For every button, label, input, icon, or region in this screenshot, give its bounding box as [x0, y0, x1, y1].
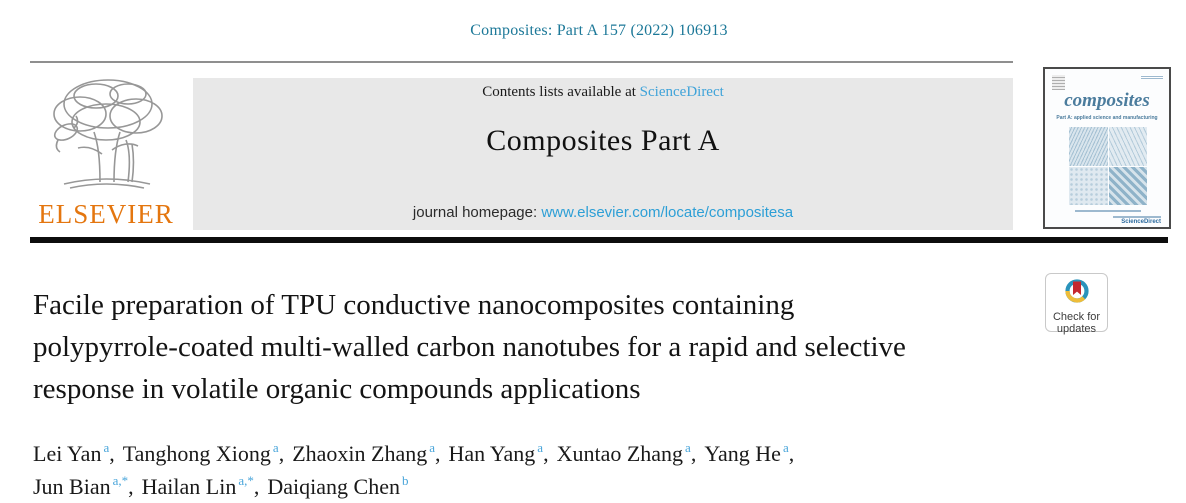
author-separator: , — [690, 441, 697, 466]
header-bottom-rule — [30, 237, 1168, 243]
author-name: Tanghong Xiong — [122, 441, 271, 466]
journal-cover-thumbnail — [1043, 67, 1171, 229]
cover-micrograph-1 — [1069, 127, 1108, 166]
author-name: Lei Yan — [33, 441, 102, 466]
cover-micrograph-4 — [1109, 167, 1148, 206]
author-affiliation-sup: a — [103, 440, 110, 455]
author — [142, 474, 260, 499]
author-line-2 — [33, 470, 802, 503]
cover-micrograph-3 — [1069, 167, 1108, 206]
cover-available-online-line — [1113, 216, 1161, 218]
author-separator: , — [788, 441, 795, 466]
author-affiliation-sup: a — [429, 440, 435, 455]
journal-citation: Composites: Part A 157 (2022) 106913 — [470, 22, 728, 39]
cover-issn-text — [1141, 75, 1163, 79]
sciencedirect-link[interactable]: ScienceDirect — [639, 84, 724, 100]
contents-line — [193, 84, 1013, 101]
badge-label — [1053, 311, 1100, 335]
cover-micrograph-2 — [1109, 127, 1148, 166]
journal-header-band — [193, 78, 1013, 230]
contents-prefix: Contents lists available at — [482, 84, 640, 100]
badge-label-line2: updates — [1056, 323, 1097, 335]
article-title-line3: response in volatile organic compounds applications — [33, 373, 641, 405]
cover-sciencedirect-wordmark: ScienceDirect — [1121, 219, 1161, 225]
elsevier-logo — [30, 70, 182, 230]
author-affiliation-sup: a,* — [112, 473, 129, 488]
author-affiliation-sup: a — [537, 440, 544, 455]
cover-caption-line — [1075, 210, 1141, 212]
article-title — [33, 284, 906, 410]
cover-micrograph-grid — [1069, 127, 1147, 205]
author-name: Hailan Lin — [141, 474, 237, 499]
author-line-1 — [33, 437, 802, 470]
author — [33, 441, 115, 466]
author — [449, 441, 549, 466]
cover-title: composites — [1064, 90, 1150, 111]
author-separator: , — [278, 441, 285, 466]
author — [557, 441, 697, 466]
author — [33, 474, 134, 499]
homepage-prefix: journal homepage: — [412, 204, 542, 221]
author-name: Yang He — [704, 441, 781, 466]
crossmark-icon — [1064, 278, 1090, 309]
author — [292, 441, 440, 466]
author-separator: , — [128, 474, 134, 499]
homepage-line — [193, 204, 1013, 221]
author-separator: , — [543, 441, 549, 466]
author-affiliation-sup: a — [685, 440, 691, 455]
homepage-url-link[interactable]: www.elsevier.com/locate/compositesa — [541, 204, 794, 221]
author — [267, 474, 408, 499]
header-top-rule — [30, 61, 1013, 63]
cover-subtitle: Part A: applied science and manufacturing — [1056, 115, 1158, 121]
elsevier-wordmark: ELSEVIER — [38, 199, 174, 229]
author-name: Zhaoxin Zhang — [292, 441, 428, 466]
elsevier-tree-icon — [30, 70, 182, 198]
author — [123, 441, 284, 466]
author-separator: , — [435, 441, 441, 466]
author-name: Jun Bian — [33, 474, 111, 499]
author-affiliation-sup: a — [272, 440, 279, 455]
author-separator: , — [253, 474, 260, 499]
author-name: Daiqiang Chen — [267, 474, 400, 499]
author-separator: , — [109, 441, 115, 466]
cover-elsevier-mini-logo-icon — [1052, 75, 1065, 90]
author-affiliation-sup: a,* — [238, 473, 254, 488]
author-list — [33, 437, 802, 503]
badge-label-line1: Check for — [1052, 311, 1101, 323]
author-name: Han Yang — [448, 441, 536, 466]
author-name: Xuntao Zhang — [556, 441, 684, 466]
check-for-updates-badge[interactable] — [1045, 273, 1108, 335]
journal-title: Composites Part A — [486, 124, 720, 157]
author — [704, 441, 794, 466]
article-title-line2: polypyrrole-coated multi-walled carbon nanotubes for a rapid and selective — [33, 331, 906, 363]
author-affiliation-sup: a — [782, 440, 789, 455]
article-title-line1: Facile preparation of TPU conductive nanocomposites containing — [33, 289, 795, 321]
author-affiliation-sup: b — [401, 473, 409, 488]
